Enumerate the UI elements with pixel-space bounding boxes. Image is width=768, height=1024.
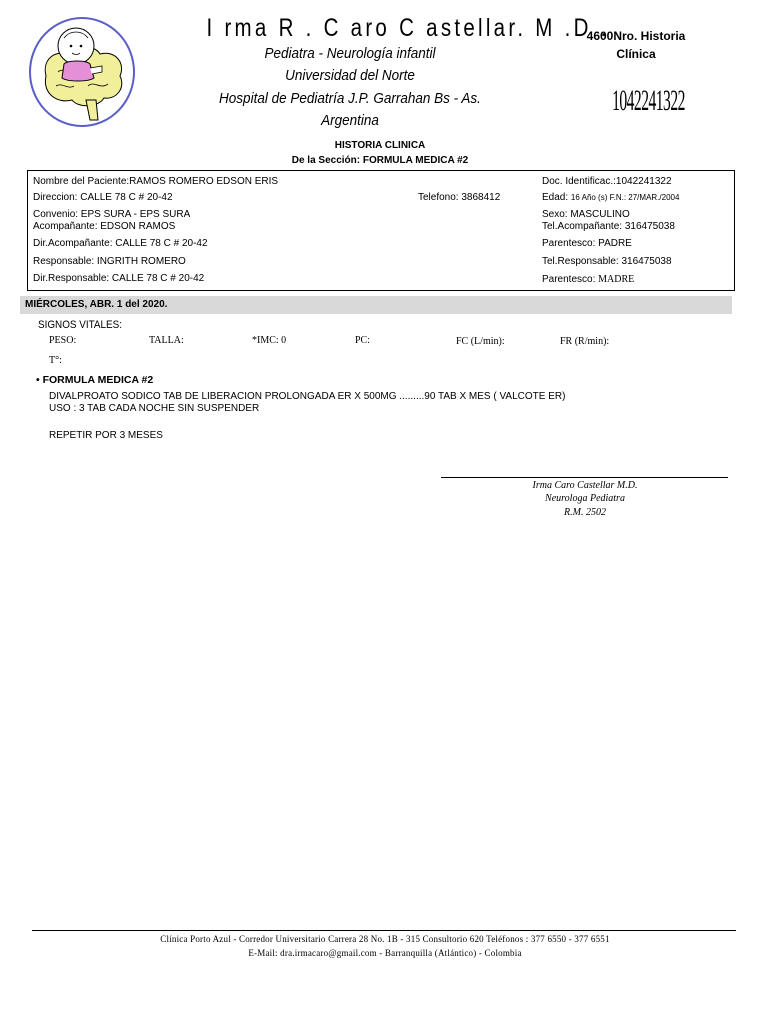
doctor-hospital: Hospital de Pediatría J.P. Garrahan Bs - As. [219,90,481,107]
history-number-line1: 4600Nro. Historia [586,29,686,43]
history-number-line2: Clínica [616,47,656,61]
companion-phone: Tel.Acompañante: 316475038 [542,221,675,232]
vital-pc: PC: [355,335,371,346]
companion-address: Dir.Acompañante: CALLE 78 C # 20-42 [33,238,208,249]
companion-kinship: Parentesco: PADRE [542,238,632,249]
footer-divider [32,930,736,931]
patient-phone: Telefono: 3868412 [418,192,501,203]
responsible-phone: Tel.Responsable: 316475038 [542,256,672,267]
patient-info-box [27,170,735,291]
vital-temp: T°: [49,355,62,366]
prescription-repeat: REPETIR POR 3 MESES [49,430,163,441]
patient-companion: Acompañante: EDSON RAMOS [33,221,176,232]
doctor-specialty: Pediatra - Neurología infantil [264,45,436,62]
signature-name: Irma Caro Castellar M.D. [532,480,638,491]
responsible-name: Responsable: INGRITH ROMERO [33,256,186,267]
footer-email: E-Mail: dra.irmacaro@gmail.com - Barranquilla (Atlántico) - Colombia [248,948,522,958]
vitals-title: SIGNOS VITALES: [38,319,122,331]
vital-weight: PESO: [49,335,77,346]
vital-height: TALLA: [149,335,184,346]
prescription-section-title: • FORMULA MEDICA #2 [36,374,154,386]
patient-doc-id: Doc. Identificac.:1042241322 [542,176,672,187]
vital-bmi: *IMC: 0 [252,335,287,346]
patient-agreement: Convenio: EPS SURA - EPS SURA [33,209,191,220]
patient-age-value: 16 Año (s) F.N.: 27/MAR./2004 [570,193,680,202]
prescription-line: DIVALPROATO SODICO TAB DE LIBERACION PROLONGADA ER X 500MG .........90 TAB X MES ( VALCOTE ER) [49,391,566,402]
document-subtitle: De la Sección: FORMULA MEDICA #2 [291,155,469,166]
doctor-university: Universidad del Norte [285,67,415,84]
patient-sex: Sexo: MASCULINO [542,209,630,220]
signature-registration: R.M. 2502 [564,507,606,518]
patient-address: Direccion: CALLE 78 C # 20-42 [33,192,173,203]
footer-address: Clínica Porto Azul - Corredor Universitario Carrera 28 No. 1B - 315 Consultorio 620 Teléfonos : 377 6550 - 377 6551 [160,934,610,944]
patient-name: Nombre del Paciente:RAMOS ROMERO EDSON ERIS [33,176,279,187]
patient-age-label: Edad: [542,192,569,203]
prescription-usage: USO : 3 TAB CADA NOCHE SIN SUSPENDER [49,403,260,414]
history-number [570,27,702,63]
responsible-kinship [542,274,634,285]
responsible-address: Dir.Responsable: CALLE 78 C # 20-42 [33,273,205,284]
history-barcode: 1042241322 [612,84,685,117]
signature-title: Neurologa Pediatra [545,493,625,504]
vital-fr: FR (R/min): [560,336,610,347]
visit-date: MIÉRCOLES, ABR. 1 del 2020. [25,299,168,310]
baby-on-brain-logo-icon [28,16,136,128]
doctor-hospital-country: Argentina [321,112,379,129]
doctor-name: I rma R . C aro C astellar. M .D . [206,14,610,42]
patient-age [542,192,679,203]
responsible-kinship-value: MADRE [598,274,635,285]
document-title: HISTORIA CLINICA [334,140,426,151]
signature-line [441,477,728,478]
responsible-kinship-label: Parentesco: [542,274,596,285]
vital-fc: FC (L/min): [456,336,505,347]
